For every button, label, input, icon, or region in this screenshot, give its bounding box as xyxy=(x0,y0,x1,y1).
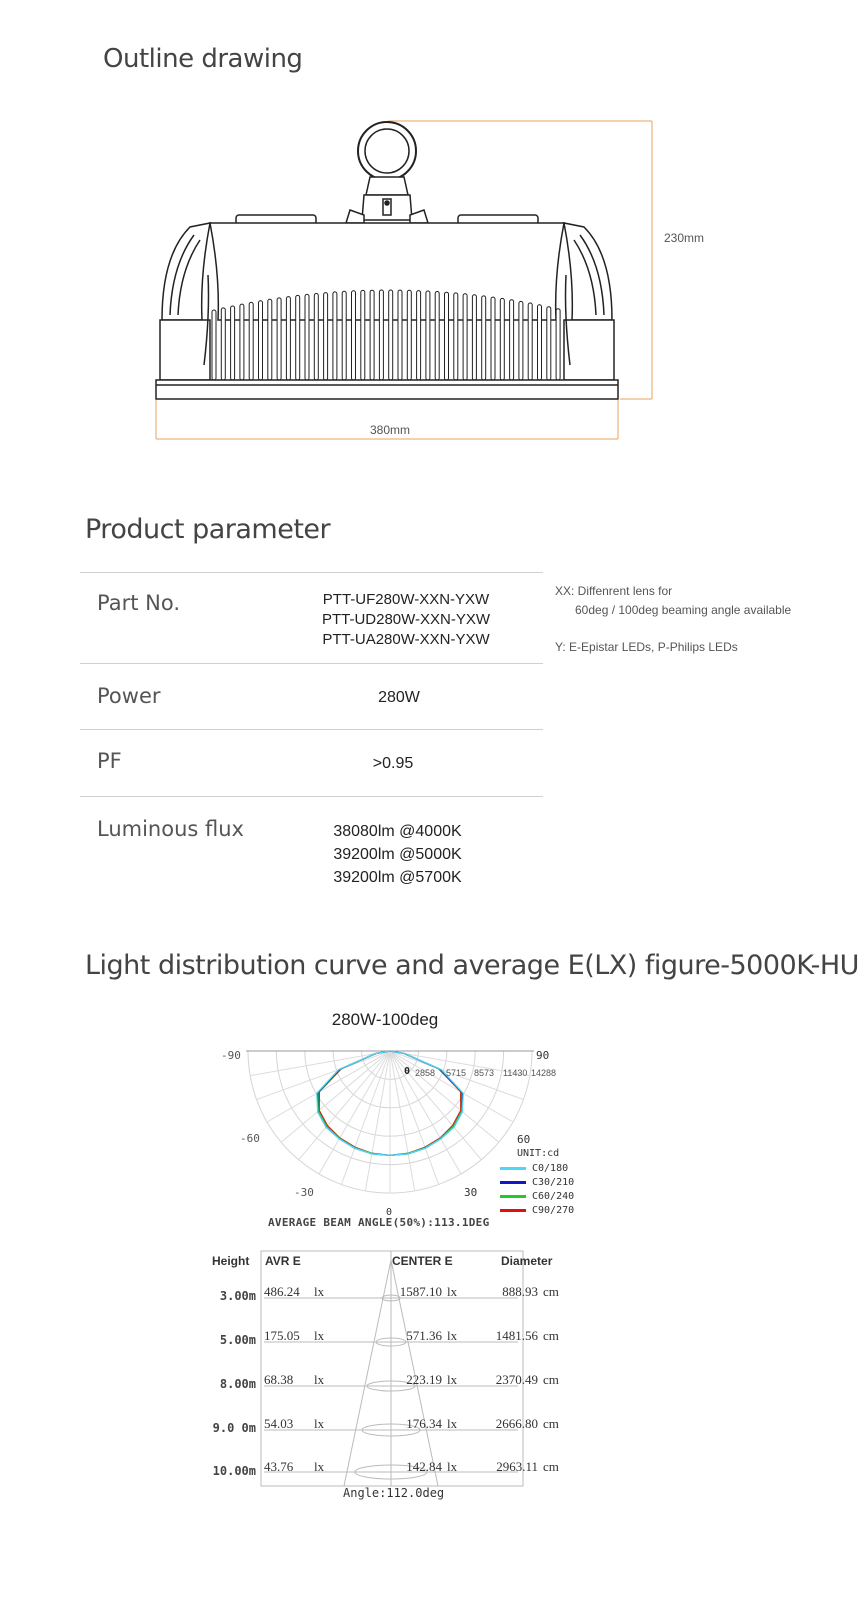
outline-title: Outline drawing xyxy=(103,44,303,74)
param-name-part-no: Part No. xyxy=(97,591,180,615)
heatsink-fin xyxy=(445,292,449,380)
angle-label-p30: 30 xyxy=(464,1186,478,1199)
row-avr-unit: lx xyxy=(314,1328,325,1343)
row-center-e: 142.84 xyxy=(406,1459,442,1474)
heatsink-fin xyxy=(491,297,495,380)
heatsink-fin xyxy=(510,300,514,380)
heatsink-fin xyxy=(435,292,439,381)
legend-swatch-c60 xyxy=(500,1195,526,1198)
legend-swatch-c0 xyxy=(500,1167,526,1170)
row-avr-unit: lx xyxy=(314,1459,325,1474)
product-parameter-title: Product parameter xyxy=(85,514,331,545)
y-note: Y: E-Epistar LEDs, P-Philips LEDs xyxy=(555,640,738,654)
row-diameter-unit: cm xyxy=(543,1284,559,1299)
row-center-unit: lx xyxy=(447,1416,458,1431)
row-center-e: 176.34 xyxy=(406,1416,442,1431)
row-height: 9.0 0m xyxy=(212,1421,256,1435)
legend-item-c90: C90/270 xyxy=(500,1203,574,1217)
part-no-ud: PTT-UD280W-XXN-YXW xyxy=(321,611,491,628)
radial-label-8573: 8573 xyxy=(474,1068,495,1078)
row-diameter-unit: cm xyxy=(543,1372,559,1387)
heatsink-fin xyxy=(361,290,365,380)
angle-label-p60: 60 xyxy=(517,1133,531,1146)
heatsink-fin xyxy=(528,303,532,380)
row-height: 5.00m xyxy=(219,1333,256,1347)
param-name-pf: PF xyxy=(97,749,122,773)
heatsink-fin xyxy=(538,305,542,380)
radial-label-5715: 5715 xyxy=(446,1068,467,1078)
table-rule xyxy=(80,729,543,730)
cone-angle-text: Angle:112.0deg xyxy=(343,1486,445,1500)
row-center-e: 1587.10 xyxy=(399,1284,442,1299)
heatsink-fin xyxy=(286,297,290,380)
row-avr-unit: lx xyxy=(314,1372,325,1387)
angle-label-zero: 0 xyxy=(386,1207,393,1218)
param-value-part-no xyxy=(300,590,512,650)
table-rule xyxy=(80,796,543,797)
row-center-unit: lx xyxy=(447,1328,458,1343)
table-rule xyxy=(80,572,543,573)
header-center-e: CENTER E xyxy=(392,1254,453,1268)
legend-item-c0: C0/180 xyxy=(500,1161,574,1175)
part-no-ua: PTT-UA280W-XXN-YXW xyxy=(322,631,490,648)
row-height: 10.00m xyxy=(212,1464,256,1478)
param-value-luminous-flux xyxy=(310,820,485,889)
angle-label-p90: 90 xyxy=(536,1049,550,1062)
row-diameter: 2666.80 xyxy=(495,1416,538,1431)
heatsink-fin xyxy=(417,291,421,380)
heatsink-fin xyxy=(231,306,235,380)
polar-chart-title: 280W-100deg xyxy=(331,1010,439,1029)
row-avr-e: 54.03 xyxy=(264,1416,294,1431)
beam-angle-text: AVERAGE BEAM ANGLE(50%):113.1DEG xyxy=(268,1216,490,1229)
row-center-unit: lx xyxy=(447,1372,458,1387)
heatsink-fin xyxy=(221,308,225,380)
param-name-luminous-flux: Luminous flux xyxy=(97,817,244,841)
heatsink-fin xyxy=(463,294,467,380)
row-center-unit: lx xyxy=(447,1284,458,1299)
radial-label-2858: 2858 xyxy=(415,1068,436,1078)
heatsink-fin xyxy=(342,291,346,380)
heatsink-fin xyxy=(482,296,486,380)
heatsink-fin xyxy=(407,290,411,380)
heatsink-fin xyxy=(296,295,300,380)
lamp-outline-drawing xyxy=(150,115,670,450)
flux-4000k: 38080lm @4000K xyxy=(333,823,462,840)
heatsink-fin xyxy=(370,290,374,380)
row-diameter: 2370.49 xyxy=(495,1372,538,1387)
row-center-unit: lx xyxy=(447,1459,458,1474)
radial-label-11430: 11430 xyxy=(503,1068,528,1078)
xx-note xyxy=(555,582,791,620)
unit-label: UNIT:cd xyxy=(517,1148,560,1159)
heatsink-fin xyxy=(556,309,560,380)
heatsink-fin xyxy=(389,290,393,380)
heatsink-fin xyxy=(547,307,551,380)
heatsink-fin xyxy=(398,290,402,380)
row-center-e: 571.36 xyxy=(406,1328,442,1343)
width-dimension: 380mm xyxy=(370,423,411,437)
row-diameter: 1481.56 xyxy=(495,1328,538,1343)
legend-swatch-c90 xyxy=(500,1209,526,1212)
heatsink-fin xyxy=(352,291,356,380)
part-no-uf: PTT-UF280W-XXN-YXW xyxy=(322,591,490,608)
angle-label-m30: -30 xyxy=(294,1186,314,1199)
heatsink-fin xyxy=(305,294,309,380)
legend-swatch-c30 xyxy=(500,1181,526,1184)
row-avr-e: 486.24 xyxy=(264,1284,300,1299)
heatsink-fin xyxy=(212,310,216,380)
row-avr-e: 175.05 xyxy=(264,1328,300,1343)
param-value-pf: >0.95 xyxy=(372,755,414,772)
row-height: 3.00m xyxy=(219,1289,256,1303)
radial-label-14288: 14288 xyxy=(531,1068,557,1078)
row-diameter: 888.93 xyxy=(502,1284,538,1299)
heatsink-fin xyxy=(472,295,476,380)
heatsink-fin xyxy=(333,292,337,380)
heatsink-fin xyxy=(240,304,244,380)
row-avr-e: 68.38 xyxy=(264,1372,294,1387)
row-diameter: 2963.11 xyxy=(496,1459,538,1474)
heatsink-fin xyxy=(454,293,458,380)
legend-item-c30: C30/210 xyxy=(500,1175,574,1189)
legend-item-c60: C60/240 xyxy=(500,1189,574,1203)
flux-5000k: 39200lm @5000K xyxy=(333,846,462,863)
header-avr-e: AVR E xyxy=(265,1254,301,1268)
heatsink-fin xyxy=(324,293,328,380)
heatsink-fin xyxy=(426,291,430,380)
heatsink-fin xyxy=(379,290,383,380)
distribution-title: Light distribution curve and average E(LX) figure-5000K-HU xyxy=(85,950,859,981)
row-center-e: 223.19 xyxy=(406,1372,442,1387)
heatsink-fin xyxy=(277,298,281,380)
heatsink-fin xyxy=(500,298,504,380)
row-avr-e: 43.76 xyxy=(264,1459,294,1474)
table-rule xyxy=(80,663,543,664)
row-avr-unit: lx xyxy=(314,1284,325,1299)
row-avr-unit: lx xyxy=(314,1416,325,1431)
header-height: Height xyxy=(212,1254,250,1268)
row-diameter-unit: cm xyxy=(543,1328,559,1343)
heatsink-fin xyxy=(249,302,253,380)
radial-label-0: 0 xyxy=(404,1066,411,1077)
flux-5700k: 39200lm @5700K xyxy=(333,869,462,886)
header-diameter: Diameter xyxy=(501,1254,553,1268)
angle-label-m90: -90 xyxy=(221,1049,241,1062)
chart-legend xyxy=(500,1161,574,1217)
heatsink-fin xyxy=(259,301,263,380)
row-diameter-unit: cm xyxy=(543,1459,559,1474)
row-diameter-unit: cm xyxy=(543,1416,559,1431)
heatsink-fin xyxy=(519,301,523,380)
height-dimension: 230mm xyxy=(664,231,705,245)
heatsink-fin xyxy=(268,299,272,380)
angle-label-m60: -60 xyxy=(240,1132,260,1145)
param-value-power: 280W xyxy=(378,689,420,706)
heatsink-fin xyxy=(314,294,318,381)
row-height: 8.00m xyxy=(219,1377,256,1391)
xx-note-line1: XX: Diffenrent lens for xyxy=(555,584,673,598)
param-name-power: Power xyxy=(97,684,161,708)
xx-note-line2: 60deg / 100deg beaming angle available xyxy=(575,603,792,617)
